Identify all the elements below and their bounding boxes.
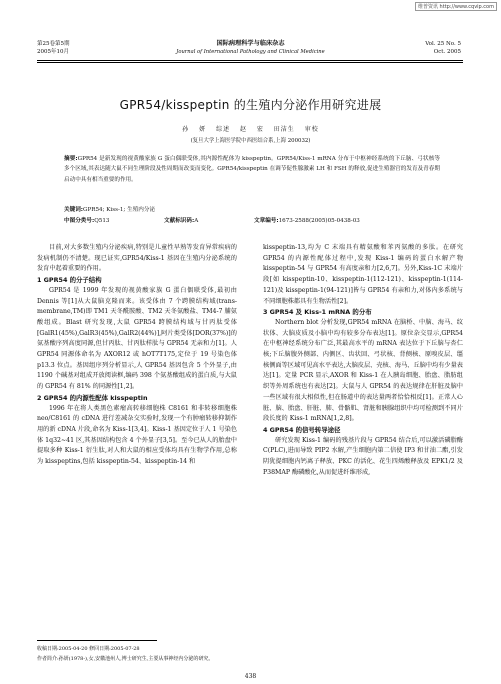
doc-code-label: 文献标识码: [164,218,195,224]
classification-line [64,216,444,224]
affiliation: (复旦大学上海医学院中西医结合系,上海 200032) [190,138,311,144]
section-heading-1: 1 GPR54 的分子结构 [37,276,102,285]
keywords-label: 关键词: [64,207,84,213]
date-zh: 2005年10月 [37,49,69,55]
section-heading-4: 4 GPR54 的信号转导途径 [263,425,341,434]
footnote-received: 收稿日期:2005-04-20 修回日期:2005-07-28 [37,646,140,652]
journal-name-en: Journal of International Pathology and Clinical Medicine [176,49,325,55]
journal-name-zh: 国际病理科学与临床杂志 [216,40,285,47]
paragraph: 1996 年在将人类黑色素瘤高转移细胞株 C8161 和非转移细胞株 neo/C8161 的 cDNA 进行差减杂交实验时,发现一个有肿瘤转移抑制作用的新 cDNA 片段,命名为 Kiss-1[3,4]。Kiss-1 基因定位于人 1 号染色体 1q32~41 区,其基因结构包含 4 个外显子[3,5]。至今已从人的胎盘中提取多种 Kiss-1 衍生肽,对人和大鼠的相应受体均具有生物学作用,总称为 kisspeptins,包括 kisspeptin-54、kisspeptin-14 和 [37,404,238,466]
page-number: 438 [244,673,257,680]
header-rule-thick [37,60,463,61]
abstract-label: 摘要: [64,156,78,162]
abstract-text: GPR54 是新发现的视黄酸家族 G 蛋白偶联受体,其内源性配体为 kisspeptin。GPR54/Kiss-1 mRNA 分布于中枢神经系统的下丘脑、弓状核等多个区域,其表达随大鼠不同生理阶段及性周期而改变而变化。GPR54/kisspeptin 在调节促性腺激素 LH 和 FSH 的释放,促进生殖器官的发育及青春期启动中具有相当重要的作用。 [64,156,440,183]
authors: 孙 妍 综述 赵 宏 田洁生 审校 [182,126,319,133]
volume-en: Vol. 25 No. 5 [425,41,461,47]
volume-zh: 第25卷第5期 [37,41,70,47]
date-en: Oct. 2005 [433,49,461,55]
footnote-author: 作者简介:孙妍(1978-),女,安徽池州人,博士研究生,主要从事神经内分泌的研究。 [37,656,214,662]
left-column [37,243,237,468]
paragraph: 目前,对大多数生殖内分泌疾病,特别是儿童性早熟等发育异常疾病的发病机制仍不清楚。现已证实,GPR54/Kiss-1 基因在生殖内分泌系统的发育中起着重要的作用。 [37,244,237,273]
paragraph: Northern blot 分析发现,GPR54 mRNA 在脑桥、中脑、海马、纹状体、大脑皮质及小脑中均有较多分布表达[1]。原位杂交显示,GPR54 在中枢神经系统分布广泛,其最高水平的 mRNA 表达位于下丘脑与杏仁核;下丘脑腹外侧部、内侧区、齿状回、弓状核、背侧核、原嗅皮层、缰核侧面等区域可见高水平表达,大脑皮层、壳核、海马、丘脑中均有少量表达[1]。定量 PCR 显示,AXOR 和 Kiss-1 在人胰岛细胞、胎盘、脂肪组织等外周系统也有表达[2]。大鼠与人 GPR54 的表达规律在肝脏及脑中一些区域有很大相似性,但在肠道中的表达量两者恰恰相反[1]。正常人心脏、脑、胎盘、肝脏、肺、骨骼肌、肾脏和胰腺组织中均可检测到不同片段长度的 Kiss-1 mRNA[1,2,8]。 [263,318,463,423]
footnote-rule [37,640,157,641]
section-heading-3: 3 GPR54 及 Kiss-1 mRNA 的分布 [263,308,372,317]
abstract [64,154,440,185]
section-heading-2: 2 GPR54 的内源性配体 kisspeptin [37,393,148,402]
doc-code-value: A [194,218,199,224]
header-right [425,40,461,56]
paragraph: GPR54 是 1999 年发现的视黄酸家族 G 蛋白偶联受体,最初由 Dennis 等[1]从大鼠脑克隆而来。该受体由 7 个跨膜结构域(trans-membrane,TM)即 TM1 天冬酰胺酸、TM2 天冬氨酸盐、TM4-7 脯氨酸组成。Blast 研究发现,大鼠 GPR54 跨膜结构域与甘丙肽受体[GalR1(45%),GalR3(45%),GalR2(44%)],阿片类受体[DOR(37%)]的氨基酸序列高度同源,但甘丙肽、甘丙肽样肽与 GPR54 无亲和力[1]。人 GPR54 同源体命名为 AXOR12 或 hOT7T175,定位于 19 号染色体 p13.3 位点。基因组序列分析显示,人 GPR54 基因包含 5 个外显子,由 1190 个碱基对组成开放阅读框,编码 398 个氨基酸组成的蛋白质,与大鼠的 GPR54 有 81% 的同源性[1,2]。 [37,286,237,391]
clc-value: Q513 [94,218,110,224]
right-column [263,243,463,478]
watermark: 维普资讯 http://www.cqvip.com [415,2,497,11]
clc-label: 中图分类号: [64,218,95,224]
article-title: GPR54/kisspeptin 的生殖内分泌作用研究进展 [119,98,382,112]
keywords-text: GPR54; Kiss-1; 生殖内分泌 [83,207,156,213]
keywords [64,205,155,213]
article-no-label: 文章编号: [254,218,279,224]
article-no-value: 1673-2588(2005)05-0438-03 [278,218,360,224]
paragraph: kisspeptin-13,均为 C 末端具有精氨酸和苯丙氨酸的多肽。在研究 GPR54 的内源性配体过程中,发现 Kiss-1 编码的蛋白水解产物 kisspeptin-54 与 GPR54 有高度亲和力[2,6,7]。另外,Kiss-1C 末端片段[如 kisspeptin-10、kisspeptin-1(112-121)、kisspeptin-1(114-121)及 kisspeptin-1(94-121)]皆与 GPR54 有亲和力,对体内多系统与不同细胞株都具有生物活性[2]。 [263,244,463,305]
header-rule-thin [37,62,463,63]
paragraph: 研究发现 Kiss-1 编码的残基片段与 GPR54 结合后,可以激活磷脂酶 C(PLC),进而导致 PIP2 水解,产生细胞内第二信使 IP3 和甘油二酯,引发阴犹提细胞内钙离子释放、PKC 的活化、花生四烯酸释放及 EPK1/2 及 P38MAP 酶磷酸化,从而促进纤维形成, [263,436,463,476]
